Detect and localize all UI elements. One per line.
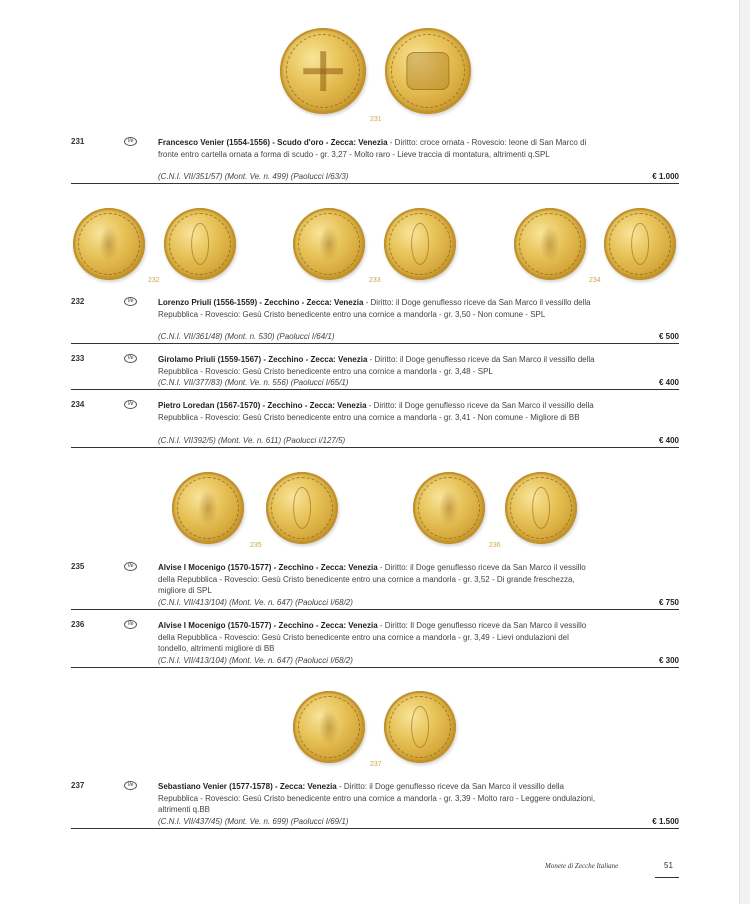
divider: [71, 389, 679, 390]
coin-234-obverse: [514, 208, 586, 280]
lot-description: [158, 297, 598, 320]
coin-234-reverse: [604, 208, 676, 280]
lot-description: [158, 781, 598, 816]
lot-entry-233: [71, 354, 679, 391]
lot-price: € 400: [658, 378, 679, 387]
lot-details: - Diritto: il Doge genuflesso riceve da San Marco il vessillo della Repubblica - Rovescio: Gesù Cristo benedicente entro una cornice a mandorla - gr. 3,39 - Molto raro - Leggere ondulazioni, altrimenti q.BB: [158, 782, 596, 814]
footer-title: Monete di Zecche Italiane: [545, 862, 619, 870]
coin-label-237: 237: [370, 761, 382, 768]
divider: [71, 343, 679, 344]
lot-number: 234: [71, 400, 85, 409]
coin-label-234: 234: [589, 277, 601, 284]
lot-entry-234: [71, 400, 679, 450]
lot-details: - Diritto: il Doge genuflesso riceve da San Marco il vessillo della Repubblica - Rovescio: Gesù Cristo benedicente entro una cornice a mandorla - gr. 3,41 - Non comune - Migliore di BB: [158, 401, 594, 422]
coin-232-reverse: [164, 208, 236, 280]
page-edge: [739, 0, 750, 904]
coin-235-reverse: [266, 472, 338, 544]
lot-description: [158, 354, 598, 377]
lot-number: 235: [71, 562, 85, 571]
coin-label-235: 235: [250, 542, 262, 549]
lot-reference: (C.N.I. VII/351/57) (Mont. Ve. n. 499) (Paolucci I/63/3): [158, 172, 349, 181]
lot-reference: (C.N.I. VII/377/83) (Mont. Ve. n. 556) (Paolucci I/65/1): [158, 378, 349, 387]
mint-icon: Ve: [124, 562, 137, 571]
coin-236-reverse: [505, 472, 577, 544]
lot-price: € 500: [658, 332, 679, 341]
mint-icon: Ve: [124, 354, 137, 363]
lot-details: - Diritto: croce ornata - Rovescio: leone di San Marco di fronte entro cartella ornata a forma di scudo - gr. 3,27 - Molto raro - Lieve traccia di montatura, altrimenti q.SPL: [158, 138, 587, 159]
lot-details: - Diritto: il Doge genuflesso riceve da San Marco il vessillo della Repubblica - Rovescio: Gesù Cristo benedicente entro una cornice a mandorla - gr. 3,50 - Non comune - SPL: [158, 298, 591, 319]
divider: [71, 828, 679, 829]
lot-description: [158, 400, 598, 423]
lot-reference: (C.N.I. VII/413/104) (Mont. Ve. n. 647) (Paolucci I/68/2): [158, 598, 353, 607]
divider: [71, 609, 679, 610]
coin-231-reverse: [385, 28, 471, 114]
lot-entry-232: [71, 297, 679, 345]
coin-label-231: 231: [370, 116, 382, 123]
coin-237-reverse: [384, 691, 456, 763]
lot-number: 231: [71, 137, 85, 146]
lot-entry-231: [71, 137, 679, 185]
lot-description: [158, 620, 598, 655]
lot-entry-236: [71, 620, 679, 670]
mint-icon: Ve: [124, 620, 137, 629]
coin-233-obverse: [293, 208, 365, 280]
lot-number: 232: [71, 297, 85, 306]
lot-price: € 300: [658, 656, 679, 665]
coin-label-233: 233: [369, 277, 381, 284]
footer-divider: [655, 877, 679, 878]
lot-entry-237: [71, 781, 679, 831]
coin-237-obverse: [293, 691, 365, 763]
lot-title: Girolamo Priuli (1559-1567) - Zecchino - Zecca: Venezia: [158, 355, 368, 364]
mint-icon: Ve: [124, 781, 137, 790]
coin-235-obverse: [172, 472, 244, 544]
mint-icon: Ve: [124, 137, 137, 146]
lot-price: € 400: [658, 436, 679, 445]
coin-label-232: 232: [148, 277, 160, 284]
lot-reference: (C.N.I. VII/361/48) (Mont. n. 530) (Paolucci I/64/1): [158, 332, 335, 341]
lot-reference: (C.N.I. VII/413/104) (Mont. Ve. n. 647) (Paolucci I/68/2): [158, 656, 353, 665]
lot-description: [158, 562, 598, 597]
lot-price: € 1.500: [652, 817, 679, 826]
lot-price: € 750: [658, 598, 679, 607]
lot-number: 237: [71, 781, 85, 790]
lot-reference: (C.N.I. VII/437/45) (Mont. Ve. n. 699) (Paolucci I/69/1): [158, 817, 349, 826]
lot-details: - Diritto: Il Doge genuflesso riceve da San Marco il vessillo della Repubblica - Rovescio: Gesù Cristo benedicente entro una cornice a mandorla - gr. 3,49 - Lievi ondulazioni del tondello, altrimenti migliore di BB: [158, 621, 587, 653]
lot-details: - Diritto: il Doge genuflesso riceve da San Marco il vessillo della Repubblica - Rovescio: Gesù Cristo benedicente entro una cornice a mandorla - gr. 3,52 - Di grande freschezza, migliore di SPL: [158, 563, 586, 595]
lot-title: Sebastiano Venier (1577-1578) - Zecca: Venezia: [158, 782, 337, 791]
divider: [71, 667, 679, 668]
divider: [71, 183, 679, 184]
lot-price: € 1.000: [652, 172, 679, 181]
coin-232-obverse: [73, 208, 145, 280]
page-number: 51: [664, 861, 673, 870]
coin-231-obverse: [280, 28, 366, 114]
coin-label-236: 236: [489, 542, 501, 549]
lot-title: Francesco Venier (1554-1556) - Scudo d'oro - Zecca: Venezia: [158, 138, 388, 147]
lot-title: Pietro Loredan (1567-1570) - Zecchino - Zecca: Venezia: [158, 401, 367, 410]
mint-icon: Ve: [124, 400, 137, 409]
lot-details: - Diritto: il Doge genuflesso riceve da San Marco il vessillo della Repubblica - Rovescio: Gesù Cristo benedicente entro una cornice a mandorla - gr. 3,48 - SPL: [158, 355, 595, 376]
lot-entry-235: [71, 562, 679, 612]
lot-description: [158, 137, 598, 160]
coin-236-obverse: [413, 472, 485, 544]
lot-title: Lorenzo Priuli (1556-1559) - Zecchino - Zecca: Venezia: [158, 298, 364, 307]
lot-title: Alvise I Mocenigo (1570-1577) - Zecchino - Zecca: Venezia: [158, 563, 378, 572]
coin-233-reverse: [384, 208, 456, 280]
lot-title: Alvise I Mocenigo (1570-1577) - Zecchino - Zecca: Venezia: [158, 621, 378, 630]
divider: [71, 447, 679, 448]
lot-number: 233: [71, 354, 85, 363]
mint-icon: Ve: [124, 297, 137, 306]
lot-reference: (C.N.I. VII392/5) (Mont. Ve. n. 611) (Paolucci i/127/5): [158, 436, 346, 445]
lot-number: 236: [71, 620, 85, 629]
